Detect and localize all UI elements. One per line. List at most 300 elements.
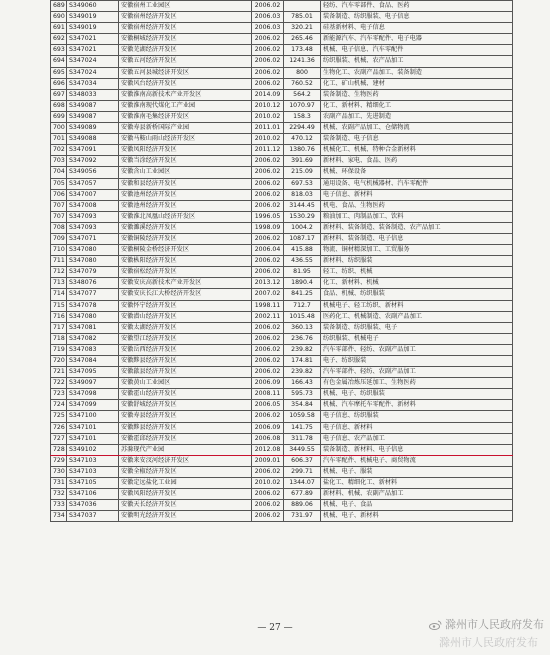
table-row — [51, 145, 513, 156]
approval-date: 2006.02 — [252, 78, 284, 89]
main-industries: 机械、电子、食品 — [321, 500, 513, 511]
main-industries: 机械、汽车摩托车零配件、新材料 — [321, 400, 513, 411]
zone-area: 320.21 — [284, 23, 321, 34]
zone-name: 安徽池州经济开发区 — [119, 200, 252, 211]
zone-name: 安徽天长经济开发区 — [119, 500, 252, 511]
zone-area: 1070.97 — [284, 100, 321, 111]
main-industries: 食品、机械、纺织服装 — [321, 289, 513, 300]
main-industries: 硅基新材料、电子信息 — [321, 23, 513, 34]
row-number: 706 — [51, 189, 67, 200]
zone-code: S347084 — [67, 356, 119, 367]
row-number: 693 — [51, 45, 67, 56]
zone-code: S347077 — [67, 289, 119, 300]
table-row — [51, 1, 513, 12]
main-industries: 通用设备、电气机械器材、汽车零配件 — [321, 178, 513, 189]
row-number: 689 — [51, 1, 67, 12]
zone-area: 1004.2 — [284, 222, 321, 233]
zone-name: 安徽五河县城经济开发区 — [119, 67, 252, 78]
main-industries: 装备制造、生物医药 — [321, 89, 513, 100]
zone-area: 712.7 — [284, 300, 321, 311]
table-row — [51, 67, 513, 78]
zone-area: 215.09 — [284, 167, 321, 178]
main-industries: 纺织服装、机械电子 — [321, 333, 513, 344]
row-number: 696 — [51, 78, 67, 89]
zone-name: 安徽濉溪经济开发区 — [119, 222, 252, 233]
row-number: 699 — [51, 111, 67, 122]
zone-name: 安徽枞阳经济开发区 — [119, 256, 252, 267]
zone-code: S347101 — [67, 433, 119, 444]
row-number: 710 — [51, 245, 67, 256]
zone-area: 236.76 — [284, 333, 321, 344]
approval-date: 2006.02 — [252, 322, 284, 333]
main-industries: 农副产品加工、先进制造 — [321, 111, 513, 122]
zone-name: 安徽安庆高新技术产业开发区 — [119, 278, 252, 289]
zone-name: 安徽铜陵经济开发区 — [119, 233, 252, 244]
zone-name: 安徽寿县经济开发区 — [119, 411, 252, 422]
zone-code: S347024 — [67, 56, 119, 67]
zone-code: S349087 — [67, 100, 119, 111]
row-number: 716 — [51, 311, 67, 322]
zone-area: 800 — [284, 67, 321, 78]
table-row — [51, 156, 513, 167]
approval-date: 2012.08 — [252, 444, 284, 455]
zone-name: 安徽来安汊河经济开发区 — [119, 455, 252, 466]
row-number: 712 — [51, 267, 67, 278]
zone-area — [284, 1, 321, 12]
zone-name: 安徽马鞍山雨山经济开发区 — [119, 134, 252, 145]
main-industries: 汽车零部件、轻纺、农副产品加工 — [321, 344, 513, 355]
main-industries: 化工、新材料、精细化工 — [321, 100, 513, 111]
main-industries: 生物化工、农副产品加工、装备制造 — [321, 67, 513, 78]
zone-area: 1015.48 — [284, 311, 321, 322]
row-number: 734 — [51, 511, 67, 522]
approval-date: 2013.12 — [252, 278, 284, 289]
main-industries: 电子信息、纺织服装 — [321, 411, 513, 422]
row-number: 719 — [51, 344, 67, 355]
row-number: 713 — [51, 278, 67, 289]
table-row — [51, 367, 513, 378]
approval-date: 2006.02 — [252, 178, 284, 189]
zone-name: 安徽定远盐化工业园 — [119, 478, 252, 489]
zone-code: S347092 — [67, 156, 119, 167]
table-row — [51, 422, 513, 433]
table-row — [51, 311, 513, 322]
main-industries: 新材料、机械、农副产品加工 — [321, 489, 513, 500]
zone-code: S349097 — [67, 378, 119, 389]
zone-name: 安徽全椒经济开发区 — [119, 466, 252, 477]
main-industries: 医药化工、机械制造、农副产品加工 — [321, 311, 513, 322]
zone-area: 841.25 — [284, 289, 321, 300]
zone-code: S347105 — [67, 478, 119, 489]
zone-name: 安徽望江经济开发区 — [119, 333, 252, 344]
main-industries: 电子信息、新材料 — [321, 189, 513, 200]
zone-area: 760.52 — [284, 78, 321, 89]
zone-name: 安徽桐陵金桥经济开发区 — [119, 245, 252, 256]
row-number: 730 — [51, 466, 67, 477]
main-industries: 装备制造、电子信息 — [321, 134, 513, 145]
approval-date: 2006.02 — [252, 333, 284, 344]
approval-date: 2009.01 — [252, 455, 284, 466]
main-industries: 电子信息、新材料 — [321, 422, 513, 433]
zone-name: 安徽黟县经济开发区 — [119, 422, 252, 433]
zone-name: 安徽淮南高新技术产业开发区 — [119, 89, 252, 100]
zone-area: 731.97 — [284, 511, 321, 522]
zone-area: 1059.58 — [284, 411, 321, 422]
table-row — [51, 167, 513, 178]
zone-area: 299.71 — [284, 466, 321, 477]
zone-name: 安徽宿州经济开发区 — [119, 12, 252, 23]
zone-name: 安徽霍邱经济开发区 — [119, 433, 252, 444]
main-industries: 盐化工、精细化工、新材料 — [321, 478, 513, 489]
table-row — [51, 45, 513, 56]
table-body — [51, 1, 513, 522]
zone-name: 安徽霍山经济开发区 — [119, 389, 252, 400]
row-number: 729 — [51, 455, 67, 466]
zone-name: 安徽太湖经济开发区 — [119, 322, 252, 333]
row-number: 724 — [51, 400, 67, 411]
zone-area: 239.82 — [284, 367, 321, 378]
approval-date: 1996.05 — [252, 211, 284, 222]
row-number: 704 — [51, 167, 67, 178]
zone-name: 安徽明光经济开发区 — [119, 511, 252, 522]
zone-code: S348033 — [67, 89, 119, 100]
main-industries: 机电、食品、生物医药 — [321, 200, 513, 211]
zone-area: 436.55 — [284, 256, 321, 267]
table-row — [51, 344, 513, 355]
row-number: 691 — [51, 23, 67, 34]
approval-date: 2006.09 — [252, 378, 284, 389]
main-industries: 新材料、装备制造、电子信息 — [321, 233, 513, 244]
approval-date: 2011.01 — [252, 123, 284, 134]
zone-name: 安徽池州经济开发区 — [119, 189, 252, 200]
zone-name: 安徽桐城经济开发区 — [119, 34, 252, 45]
approval-date: 2006.02 — [252, 267, 284, 278]
row-number: 720 — [51, 356, 67, 367]
approval-date: 2006.02 — [252, 344, 284, 355]
zone-name: 安徽五河经济开发区 — [119, 56, 252, 67]
table-row — [51, 256, 513, 267]
zone-area: 1344.07 — [284, 478, 321, 489]
zone-name: 安徽歙县经济开发区 — [119, 367, 252, 378]
row-number: 697 — [51, 89, 67, 100]
zone-name: 安徽凤阳经济开发区 — [119, 489, 252, 500]
table-row — [51, 333, 513, 344]
approval-date: 2010.12 — [252, 100, 284, 111]
table-row — [51, 267, 513, 278]
zone-name: 安徽淮北凤凰山经济开发区 — [119, 211, 252, 222]
row-number: 725 — [51, 411, 67, 422]
table-row — [51, 389, 513, 400]
zone-area: 697.53 — [284, 178, 321, 189]
row-number: 721 — [51, 367, 67, 378]
zone-code: S347103 — [67, 455, 119, 466]
zone-name: 安徽舒城经济开发区 — [119, 400, 252, 411]
approval-date: 1998.09 — [252, 222, 284, 233]
row-number: 705 — [51, 178, 67, 189]
faint-watermark: 滁州市人民政府发布 — [439, 636, 538, 649]
main-industries: 新材料、家电、食品、医药 — [321, 156, 513, 167]
row-number: 727 — [51, 433, 67, 444]
zone-area: 1530.29 — [284, 211, 321, 222]
approval-date: 2008.11 — [252, 389, 284, 400]
publisher-watermark — [429, 616, 544, 632]
main-industries: 装备制造、纺织服装、电子 — [321, 322, 513, 333]
row-number: 728 — [51, 444, 67, 455]
zone-area: 785.01 — [284, 12, 321, 23]
row-number: 723 — [51, 389, 67, 400]
approval-date: 2006.02 — [252, 466, 284, 477]
row-number: 732 — [51, 489, 67, 500]
zone-area: 173.48 — [284, 45, 321, 56]
zone-code: S349060 — [67, 1, 119, 12]
zone-code: S347082 — [67, 333, 119, 344]
approval-date: 2006.02 — [252, 189, 284, 200]
row-number: 715 — [51, 300, 67, 311]
main-industries: 机械、电子、新材料 — [321, 511, 513, 522]
zone-name: 安徽宿松经济开发区 — [119, 267, 252, 278]
zone-code: S347101 — [67, 422, 119, 433]
zone-area: 360.13 — [284, 322, 321, 333]
approval-date: 2006.02 — [252, 511, 284, 522]
zone-area: 818.03 — [284, 189, 321, 200]
main-industries: 机械、电子、服装 — [321, 466, 513, 477]
zone-code: S347057 — [67, 178, 119, 189]
zone-code: S347091 — [67, 145, 119, 156]
zone-code: S347021 — [67, 45, 119, 56]
main-industries: 机械电子、轻工纺织、新材料 — [321, 300, 513, 311]
zone-area: 158.3 — [284, 111, 321, 122]
zone-name: 安徽和县经济开发区 — [119, 178, 252, 189]
row-number: 701 — [51, 134, 67, 145]
approval-date: 2006.02 — [252, 489, 284, 500]
zone-code: S347098 — [67, 389, 119, 400]
table-row — [51, 222, 513, 233]
zone-area: 606.37 — [284, 455, 321, 466]
table-row — [51, 12, 513, 23]
approval-date: 2006.02 — [252, 56, 284, 67]
main-industries: 机械化工、机械、特种合金新材料 — [321, 145, 513, 156]
approval-date: 2006.02 — [252, 356, 284, 367]
main-industries: 纺织服装、机械、农产品加工 — [321, 56, 513, 67]
table-row — [51, 245, 513, 256]
zone-code: S349102 — [67, 444, 119, 455]
page-number: — 27 — — [257, 623, 293, 633]
zone-area: 2294.49 — [284, 123, 321, 134]
zone-name: 安徽宿州工业园区 — [119, 1, 252, 12]
zone-name: 安徽芜湖经济开发区 — [119, 45, 252, 56]
table-row — [51, 478, 513, 489]
zone-area: 1087.17 — [284, 233, 321, 244]
main-industries: 物流、铜材精深加工、工贸服务 — [321, 245, 513, 256]
zone-area: 889.06 — [284, 500, 321, 511]
zone-code: S349089 — [67, 123, 119, 134]
zone-area: 3449.55 — [284, 444, 321, 455]
row-number: 722 — [51, 378, 67, 389]
zone-name: 安徽黄山工业园区 — [119, 378, 252, 389]
zone-code: S347095 — [67, 367, 119, 378]
zone-area: 564.2 — [284, 89, 321, 100]
zone-code: S347080 — [67, 245, 119, 256]
approval-date: 2006.05 — [252, 400, 284, 411]
table-row — [51, 211, 513, 222]
approval-date: 2006.02 — [252, 411, 284, 422]
approval-date: 2010.02 — [252, 478, 284, 489]
zone-area: 141.75 — [284, 422, 321, 433]
main-industries: 新材料、装备制造、装备制造、农产品加工 — [321, 222, 513, 233]
approval-date: 2006.04 — [252, 245, 284, 256]
table-row — [51, 511, 513, 522]
zone-code: S347024 — [67, 67, 119, 78]
zone-area: 677.89 — [284, 489, 321, 500]
zone-area: 239.82 — [284, 344, 321, 355]
zone-area: 1890.4 — [284, 278, 321, 289]
table-row — [51, 411, 513, 422]
main-industries: 装备制造、纺织服装、电子信息 — [321, 12, 513, 23]
table-row — [51, 123, 513, 134]
development-zone-table — [50, 0, 513, 522]
zone-code: S347034 — [67, 78, 119, 89]
row-number: 717 — [51, 322, 67, 333]
row-number: 694 — [51, 56, 67, 67]
row-number: 707 — [51, 200, 67, 211]
zone-code: S347021 — [67, 34, 119, 45]
zone-area: 311.78 — [284, 433, 321, 444]
table-row — [51, 455, 513, 466]
zone-area: 174.81 — [284, 356, 321, 367]
main-industries: 汽车零部件、轻纺、农副产品加工 — [321, 367, 513, 378]
zone-code: S347078 — [67, 300, 119, 311]
zone-code: S347100 — [67, 411, 119, 422]
approval-date: 2007.02 — [252, 289, 284, 300]
row-number: 709 — [51, 233, 67, 244]
zone-code: S347036 — [67, 500, 119, 511]
main-industries: 机械、农副产品加工、仓储物流 — [321, 123, 513, 134]
zone-name: 安徽淮南毛集经济开发区 — [119, 111, 252, 122]
zone-name: 安徽安庆长江大桥经济开发区 — [119, 289, 252, 300]
main-industries: 装备制造、新材料、电子信息 — [321, 444, 513, 455]
approval-date: 2010.02 — [252, 134, 284, 145]
zone-code: S347080 — [67, 311, 119, 322]
row-number: 695 — [51, 67, 67, 78]
approval-date: 2011.12 — [252, 145, 284, 156]
table-row — [51, 34, 513, 45]
zone-code: S348076 — [67, 278, 119, 289]
row-number: 711 — [51, 256, 67, 267]
zone-name: 安徽宿州经济开发区 — [119, 23, 252, 34]
approval-date: 2006.02 — [252, 167, 284, 178]
approval-date: 2006.02 — [252, 256, 284, 267]
main-industries: 化工、新材料、机械 — [321, 278, 513, 289]
approval-date: 1998.11 — [252, 300, 284, 311]
approval-date: 2014.09 — [252, 89, 284, 100]
row-number: 708 — [51, 222, 67, 233]
table-row — [51, 23, 513, 34]
zone-name: 安徽黟县经济开发区 — [119, 356, 252, 367]
zone-area: 354.84 — [284, 400, 321, 411]
zone-code: S349056 — [67, 167, 119, 178]
row-number: 702 — [51, 145, 67, 156]
zone-name: 安徽风台经济开发区 — [119, 78, 252, 89]
zone-code: S347081 — [67, 322, 119, 333]
table-row — [51, 400, 513, 411]
table-row — [51, 433, 513, 444]
zone-name: 安徽凤阳经济开发区 — [119, 145, 252, 156]
main-industries: 轻工、纺织、机械 — [321, 267, 513, 278]
table-row — [51, 322, 513, 333]
row-number: 692 — [51, 34, 67, 45]
row-number: 718 — [51, 333, 67, 344]
zone-name: 苏滁现代产业园 — [119, 444, 252, 455]
zone-area: 166.43 — [284, 378, 321, 389]
main-industries: 粮油加工、肉制品加工、饮料 — [321, 211, 513, 222]
main-industries: 机械、电子信息、汽车零配件 — [321, 45, 513, 56]
zone-area: 265.46 — [284, 34, 321, 45]
approval-date: 2002.11 — [252, 311, 284, 322]
watermark-text: 滁州市人民政府发布 — [445, 618, 544, 631]
table-row — [51, 489, 513, 500]
zone-area: 470.12 — [284, 134, 321, 145]
row-number: 703 — [51, 156, 67, 167]
approval-date: 2006.03 — [252, 12, 284, 23]
approval-date: 2010.02 — [252, 111, 284, 122]
zone-code: S347079 — [67, 267, 119, 278]
zone-code: S347008 — [67, 200, 119, 211]
table-row — [51, 100, 513, 111]
zone-code: S349087 — [67, 111, 119, 122]
table-row — [51, 233, 513, 244]
approval-date: 2006.02 — [252, 200, 284, 211]
row-number: 726 — [51, 422, 67, 433]
approval-date: 2006.02 — [252, 45, 284, 56]
table-row — [51, 178, 513, 189]
zone-name: 安徽淮南现代煤化工产业园 — [119, 100, 252, 111]
table-row — [51, 189, 513, 200]
zone-code: S349019 — [67, 23, 119, 34]
main-industries: 机械、电子、纺织服装 — [321, 389, 513, 400]
zone-name: 安徽含山工业园区 — [119, 167, 252, 178]
table-row — [51, 200, 513, 211]
main-industries: 机械、环保设备 — [321, 167, 513, 178]
table-row — [51, 466, 513, 477]
table-row — [51, 278, 513, 289]
row-number: 698 — [51, 100, 67, 111]
row-number: 690 — [51, 12, 67, 23]
main-industries: 电子信息、农产品加工 — [321, 433, 513, 444]
zone-code: S347080 — [67, 256, 119, 267]
zone-code: S349088 — [67, 134, 119, 145]
row-number: 731 — [51, 478, 67, 489]
zone-code: S347093 — [67, 222, 119, 233]
approval-date: 2006.02 — [252, 500, 284, 511]
table-row — [51, 500, 513, 511]
zone-code: S347103 — [67, 466, 119, 477]
row-number: 707 — [51, 211, 67, 222]
main-industries: 化工、矿山机械、建材 — [321, 78, 513, 89]
approval-date: 2006.02 — [252, 67, 284, 78]
main-industries: 轻纺、汽车零部件、食品、医药 — [321, 1, 513, 12]
zone-name: 安徽岳西经济开发区 — [119, 344, 252, 355]
main-industries: 有色金属冶炼压延加工、生物医药 — [321, 378, 513, 389]
zone-name: 安徽潜山经济开发区 — [119, 311, 252, 322]
approval-date: 2006.09 — [252, 422, 284, 433]
zone-name: 安徽怀宁经济开发区 — [119, 300, 252, 311]
zone-code: S347099 — [67, 400, 119, 411]
main-industries: 电子、纺织服装 — [321, 356, 513, 367]
zone-code: S347106 — [67, 489, 119, 500]
approval-date: 2006.08 — [252, 433, 284, 444]
zone-area: 3144.45 — [284, 200, 321, 211]
zone-area: 81.95 — [284, 267, 321, 278]
